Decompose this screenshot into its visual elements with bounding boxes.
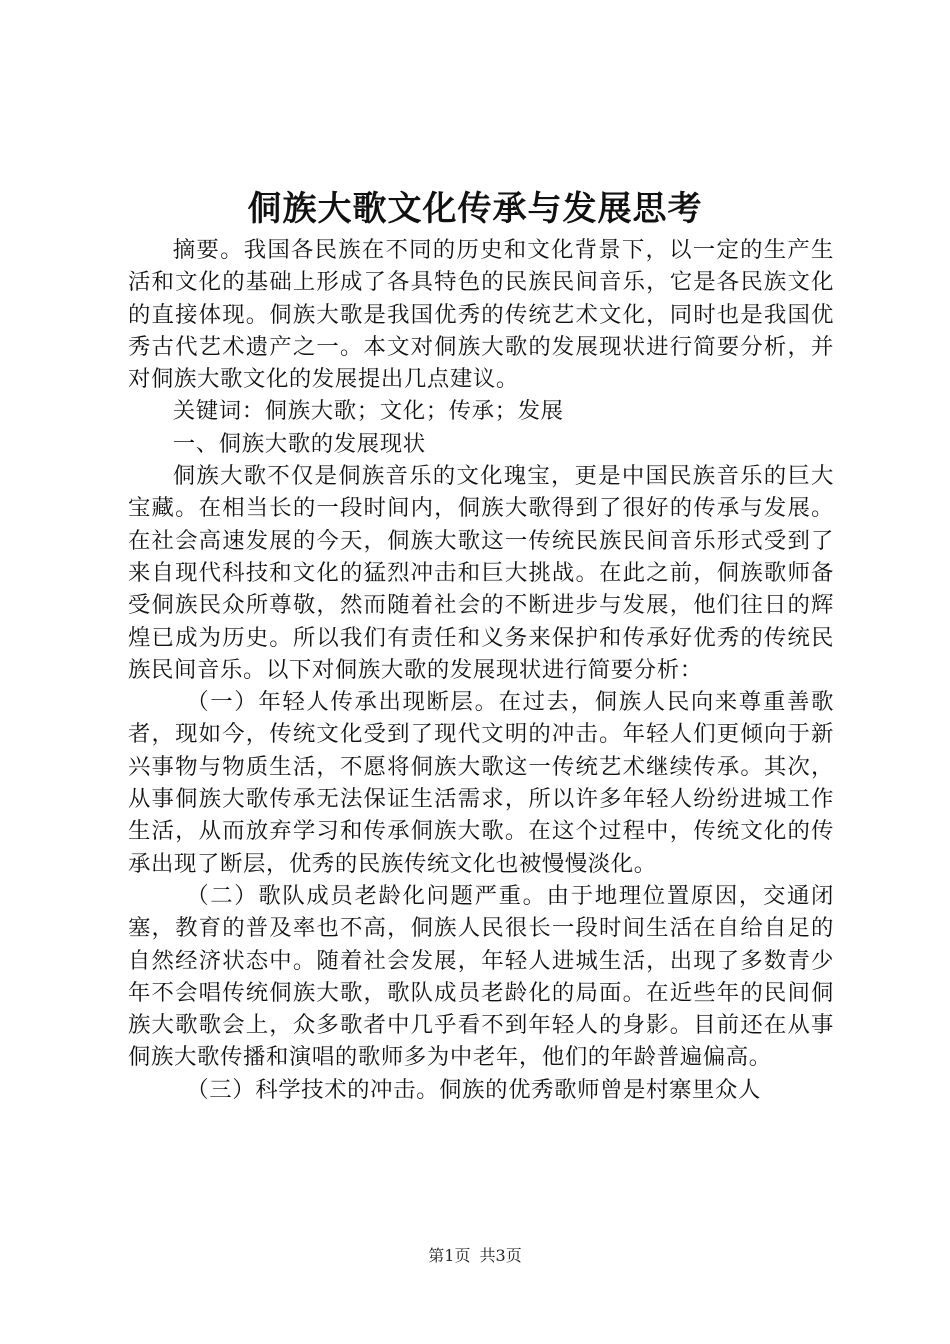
subsection-paragraph: （二）歌队成员老龄化问题严重。由于地理位置原因，交通闭塞，教育的普及率也不高，侗族人民很长一段时间生活在自给自足的自然经济状态中。随着社会发展，年轻人进城生活，出现了多数青少年不会唱传统侗族大歌，歌队成员老龄化的局面。在近些年的民间侗族大歌歌会上，众多歌者中几乎看不到年轻人的身影。目前还在从事侗族大歌传播和演唱的歌师多为中老年，他们的年龄普遍偏高。 bbox=[128, 882, 834, 1071]
body-paragraph: 侗族大歌不仅是侗族音乐的文化瑰宝，更是中国民族音乐的巨大宝藏。在相当长的一段时间内，侗族大歌得到了很好的传承与发展。在社会高速发展的今天，侗族大歌这一传统民族民间音乐形式受到了来自现代科技和文化的猛烈冲击和巨大挑战。在此之前，侗族歌师备受侗族民众所尊敬，然而随着社会的不断进步与发展，他们往日的辉煌已成为历史。所以我们有责任和义务来保护和传承好优秀的传统民族民间音乐。以下对侗族大歌的发展现状进行简要分析： bbox=[128, 463, 834, 683]
page-total: 共3页 bbox=[479, 1246, 522, 1265]
keywords-line: 关键词：侗族大歌；文化；传承；发展 bbox=[172, 398, 564, 425]
page-number: 第1页 bbox=[428, 1246, 471, 1265]
page-footer bbox=[0, 1246, 950, 1266]
section-heading: 一、侗族大歌的发展现状 bbox=[172, 430, 426, 457]
abstract-paragraph: 摘要。我国各民族在不同的历史和文化背景下，以一定的生产生活和文化的基础上形成了各具特色的民族民间音乐，它是各民族文化的直接体现。侗族大歌是我国优秀的传统艺术文化，同时也是我国优秀古代艺术遗产之一。本文对侗族大歌的发展现状进行简要分析，并对侗族大歌文化的发展提出几点建议。 bbox=[128, 237, 834, 393]
document-body bbox=[128, 234, 834, 1106]
subsection-paragraph: （三）科学技术的冲击。侗族的优秀歌师曾是村寨里众人 bbox=[186, 1076, 761, 1103]
document-title: 侗族大歌文化传承与发展思考 bbox=[247, 189, 703, 229]
subsection-paragraph: （一）年轻人传承出现断层。在过去，侗族人民向来尊重善歌者，现如今，传统文化受到了现代文明的冲击。年轻人们更倾向于新兴事物与物质生活，不愿将侗族大歌这一传统艺术继续传承。其次，从事侗族大歌传承无法保证生活需求，所以许多年轻人纷纷进城工作生活，从而放弃学习和传承侗族大歌。在这个过程中，传统文化的传承出现了断层，优秀的民族传统文化也被慢慢淡化。 bbox=[128, 689, 834, 877]
